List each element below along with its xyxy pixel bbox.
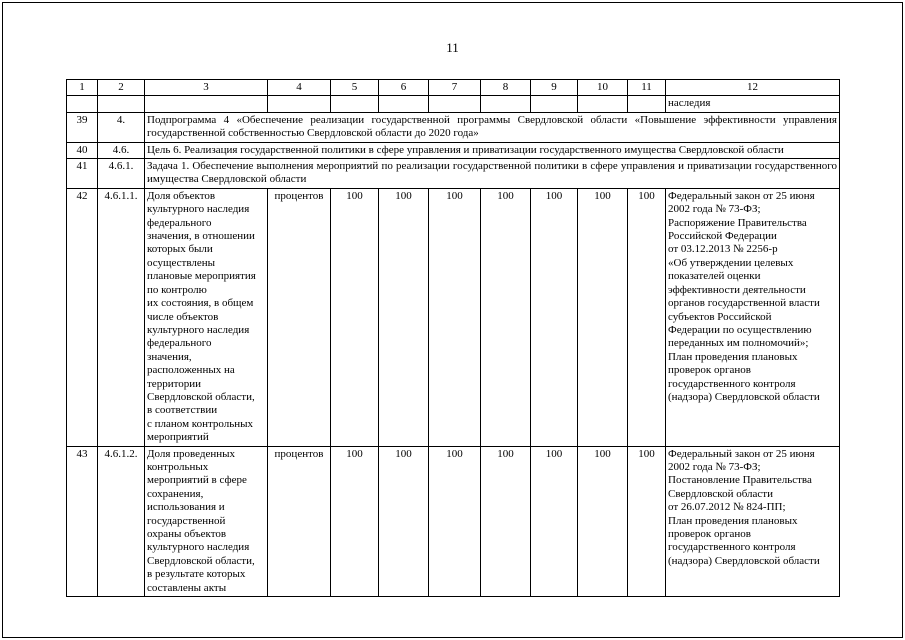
text-line: по контролю bbox=[147, 283, 207, 296]
header-cell: 11 bbox=[628, 80, 666, 96]
text-line: проверок органов bbox=[668, 528, 751, 540]
table-cell bbox=[145, 96, 268, 112]
row-number: 43 bbox=[67, 446, 98, 596]
text-line: которых были bbox=[147, 243, 213, 256]
table-row bbox=[67, 159, 840, 189]
indicator-name bbox=[145, 188, 268, 446]
row-number: 41 bbox=[67, 159, 98, 189]
row-code: 4. bbox=[98, 112, 145, 142]
continuation-text: наследия bbox=[666, 96, 840, 112]
text-line: План проведения плановых bbox=[668, 350, 798, 363]
indicator-value: 100 bbox=[531, 188, 578, 446]
row-code: 4.6. bbox=[98, 142, 145, 158]
table-cell bbox=[578, 96, 628, 112]
task-title: Задача 1. Обеспечение выполнения мероприятий по реализации государственной политики в сфере управления и приватизации государственного имущества Свердловской области bbox=[145, 159, 840, 189]
text-line: мероприятий bbox=[147, 431, 209, 444]
table-row bbox=[67, 112, 840, 142]
indicator-value: 100 bbox=[481, 188, 531, 446]
row-number: 40 bbox=[67, 142, 98, 158]
indicator-value: 100 bbox=[379, 188, 429, 446]
indicator-unit: процентов bbox=[268, 446, 331, 596]
text-line: органов государственной власти bbox=[668, 297, 820, 310]
indicator-value: 100 bbox=[578, 446, 628, 596]
text-line: территории bbox=[147, 377, 202, 390]
text-line: переданных им полномочий»; bbox=[668, 337, 809, 350]
table-cell bbox=[67, 96, 98, 112]
text-line: осуществлены bbox=[147, 256, 216, 269]
text-line: проверок органов bbox=[668, 364, 751, 377]
page-number: 11 bbox=[446, 40, 459, 55]
text-line: Распоряжение Правительства bbox=[668, 216, 807, 229]
text-line: (надзора) Свердловской области bbox=[668, 390, 820, 403]
header-cell: 12 bbox=[666, 80, 840, 96]
text-line: охраны объектов bbox=[147, 528, 227, 540]
table-cell bbox=[268, 96, 331, 112]
text-line: мероприятий в сфере bbox=[147, 474, 247, 487]
text-line: Свердловской области, bbox=[147, 390, 255, 403]
text-line: использования и bbox=[147, 501, 225, 514]
text-line: субъектов Российской bbox=[668, 310, 772, 323]
text-line: в соответствии bbox=[147, 404, 218, 417]
indicator-value: 100 bbox=[429, 188, 481, 446]
goal-title: Цель 6. Реализация государственной политики в сфере управления и приватизации государственного имущества Свердловской области bbox=[145, 142, 840, 158]
text-line: культурного наследия bbox=[147, 323, 250, 336]
text-line: числе объектов bbox=[147, 310, 219, 323]
table-cell bbox=[628, 96, 666, 112]
header-cell: 1 bbox=[67, 80, 98, 96]
text-line: культурного наследия bbox=[147, 541, 250, 554]
indicator-row bbox=[67, 188, 840, 446]
text-line: Федеральный закон от 25 июня bbox=[668, 189, 815, 202]
text-line: государственной bbox=[147, 514, 226, 527]
text-line: составлены акты bbox=[147, 581, 227, 594]
row-code: 4.6.1. bbox=[98, 159, 145, 189]
header-cell: 9 bbox=[531, 80, 578, 96]
header-cell: 5 bbox=[331, 80, 379, 96]
text-line: Доля проведенных bbox=[147, 447, 236, 460]
indicator-value: 100 bbox=[628, 188, 666, 446]
row-code: 4.6.1.2. bbox=[98, 446, 145, 596]
indicator-value: 100 bbox=[331, 188, 379, 446]
indicator-value: 100 bbox=[429, 446, 481, 596]
text-line: государственного контроля bbox=[668, 541, 796, 554]
subprogram-title: Подпрограмма 4 «Обеспечение реализации государственной программы Свердловской области «Повышение эффективности управления государственной собственностью Свердловской области до 2020 года» bbox=[145, 112, 840, 142]
indicator-unit: процентов bbox=[268, 188, 331, 446]
text-line: План проведения плановых bbox=[668, 514, 798, 527]
indicator-value: 100 bbox=[531, 446, 578, 596]
text-line: Российской Федерации bbox=[668, 230, 777, 243]
header-cell: 3 bbox=[145, 80, 268, 96]
header-cell: 8 bbox=[481, 80, 531, 96]
row-number: 42 bbox=[67, 188, 98, 446]
text-line: федерального bbox=[147, 337, 212, 350]
text-line: от 26.07.2012 № 824-ПП; bbox=[668, 501, 786, 514]
text-line: Доля объектов bbox=[147, 189, 216, 202]
text-line: сохранения, bbox=[147, 487, 204, 500]
text-line: с планом контрольных bbox=[147, 417, 254, 430]
indicator-value: 100 bbox=[379, 446, 429, 596]
text-line: эффективности деятельности bbox=[668, 283, 806, 296]
text-line: Свердловской области, bbox=[147, 554, 255, 567]
indicator-value: 100 bbox=[578, 188, 628, 446]
indicator-value: 100 bbox=[331, 446, 379, 596]
text-line: культурного наследия bbox=[147, 203, 250, 216]
header-cell: 6 bbox=[379, 80, 429, 96]
text-line: значения, в отношении bbox=[147, 230, 255, 243]
table-cell bbox=[331, 96, 379, 112]
text-line: «Об утверждении целевых bbox=[668, 256, 794, 269]
row-number: 39 bbox=[67, 112, 98, 142]
text-line: федерального bbox=[147, 216, 212, 229]
row-code: 4.6.1.1. bbox=[98, 188, 145, 446]
text-line: Постановление Правительства bbox=[668, 474, 812, 487]
header-cell: 4 bbox=[268, 80, 331, 96]
text-line: их состояния, в общем bbox=[147, 297, 254, 310]
text-line: государственного контроля bbox=[668, 377, 796, 390]
text-line: в результате которых bbox=[147, 568, 246, 581]
continuation-row bbox=[67, 96, 840, 112]
indicator-basis bbox=[666, 188, 840, 446]
header-cell: 10 bbox=[578, 80, 628, 96]
indicator-name bbox=[145, 446, 268, 596]
table-cell bbox=[481, 96, 531, 112]
table-cell bbox=[379, 96, 429, 112]
text-line: значения, bbox=[147, 350, 192, 363]
text-line: (надзора) Свердловской области bbox=[668, 554, 820, 567]
text-line: показателей оценки bbox=[668, 270, 761, 283]
text-line: 2002 года № 73-ФЗ; bbox=[668, 203, 761, 216]
header-row bbox=[67, 80, 840, 96]
table-cell bbox=[429, 96, 481, 112]
text-line: 2002 года № 73-ФЗ; bbox=[668, 460, 761, 473]
text-line: от 03.12.2013 № 2256-р bbox=[668, 243, 778, 256]
indicator-basis bbox=[666, 446, 840, 596]
table-row bbox=[67, 142, 840, 158]
text-line: контрольных bbox=[147, 460, 209, 473]
text-line: плановые мероприятия bbox=[147, 270, 256, 283]
table-cell bbox=[98, 96, 145, 112]
header-cell: 2 bbox=[98, 80, 145, 96]
text-line: Свердловской области bbox=[668, 487, 773, 500]
header-cell: 7 bbox=[429, 80, 481, 96]
indicator-table bbox=[66, 79, 840, 597]
table-cell bbox=[531, 96, 578, 112]
text-line: расположенных на bbox=[147, 364, 235, 377]
indicator-row bbox=[67, 446, 840, 596]
text-line: Федеральный закон от 25 июня bbox=[668, 447, 815, 460]
indicator-value: 100 bbox=[628, 446, 666, 596]
indicator-value: 100 bbox=[481, 446, 531, 596]
text-line: Федерации по осуществлению bbox=[668, 323, 812, 336]
